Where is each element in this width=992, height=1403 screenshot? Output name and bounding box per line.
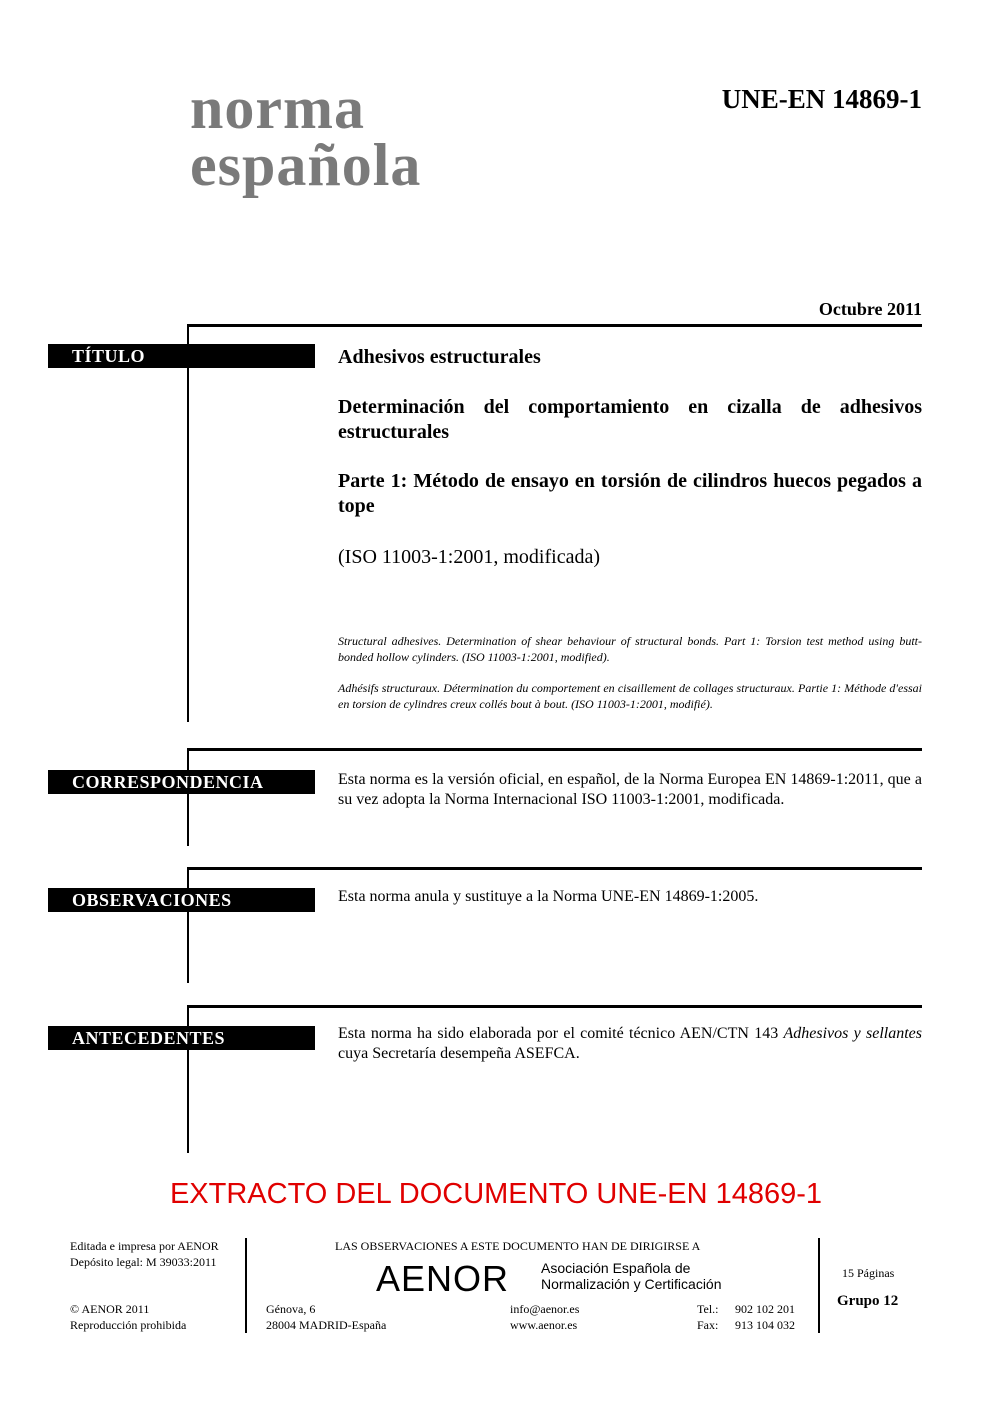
aenor-organization-name xyxy=(541,1260,722,1292)
footer-fax-label: Fax: xyxy=(697,1318,719,1332)
footer-copyright: © AENOR 2011 xyxy=(70,1302,150,1316)
title-french: Adhésifs structuraux. Détermination du comportement en cisaillement de collages structuraux. Partie 1: Méthode d'essai en torsion de cylindres creux collés bout à bout. (ISO 11003-1:2001, modifié). xyxy=(338,681,922,711)
brand-line-1: norma xyxy=(190,75,365,141)
footer-street: Génova, 6 xyxy=(266,1302,316,1316)
org-name-line-2: Normalización y Certificación xyxy=(541,1276,722,1292)
title-determination: Determinación del comportamiento en cizalla de adhesivos estructurales xyxy=(338,396,922,443)
title-english: Structural adhesives. Determination of shear behaviour of structural bonds. Part 1: Torsion test method using butt-bonded hollow cylinders. (ISO 11003-1:2001, modified). xyxy=(338,634,922,664)
footer-phone-labels xyxy=(697,1301,719,1333)
footer-copyright-block xyxy=(70,1301,186,1333)
section-rule-observaciones xyxy=(187,867,922,870)
committee-name: Adhesivos y sellantes xyxy=(783,1025,923,1042)
section-rule-correspondencia xyxy=(187,748,922,751)
footer-deposit: Depósito legal: M 39033:2011 xyxy=(70,1255,217,1269)
footer-contact-web xyxy=(510,1301,579,1333)
aenor-logo: AENOR xyxy=(376,1258,510,1299)
footer-divider-right xyxy=(818,1238,820,1333)
extract-notice: EXTRACTO DEL DOCUMENTO UNE-EN 14869-1 xyxy=(169,1178,823,1210)
brand-wordmark xyxy=(190,75,422,198)
footer-group: Grupo 12 xyxy=(837,1293,899,1309)
brand-line-2: española xyxy=(190,132,422,198)
footer-reproduction: Reproducción prohibida xyxy=(70,1318,187,1332)
footer-email: info@aenor.es xyxy=(510,1302,580,1316)
section-rule-titulo xyxy=(187,324,922,327)
antecedentes-text xyxy=(338,1024,922,1064)
antecedentes-text-end: cuya Secretaría desempeña ASEFCA. xyxy=(338,1045,580,1062)
section-bar-titulo xyxy=(187,324,189,722)
title-part: Parte 1: Método de ensayo en torsión de cilindros huecos pegados a tope xyxy=(338,470,922,517)
label-titulo: TÍTULO xyxy=(48,344,315,368)
publication-date: Octubre 2011 xyxy=(818,299,922,319)
title-main: Adhesivos estructurales xyxy=(338,346,541,368)
footer-city: 28004 MADRID-España xyxy=(266,1318,387,1332)
correspondencia-text: Esta norma es la versión oficial, en español, de la Norma Europea EN 14869-1:2011, que a su vez adopta la Norma Internacional ISO 11003-1:2001, modificada. xyxy=(338,771,922,808)
section-bar-observaciones xyxy=(187,867,189,983)
footer-tel: 902 102 201 xyxy=(735,1302,795,1316)
footer-publisher xyxy=(70,1238,219,1270)
footer-address xyxy=(266,1301,386,1333)
label-observaciones: OBSERVACIONES xyxy=(48,888,315,912)
observaciones-text: Esta norma anula y sustituye a la Norma UNE-EN 14869-1:2005. xyxy=(338,888,759,905)
label-correspondencia: CORRESPONDENCIA xyxy=(48,770,315,794)
org-name-line-1: Asociación Española de xyxy=(541,1260,691,1276)
footer-divider-left xyxy=(245,1238,247,1333)
footer-phone-numbers xyxy=(735,1301,795,1333)
section-rule-antecedentes xyxy=(187,1005,922,1008)
antecedentes-text-start: Esta norma ha sido elaborada por el comité técnico AEN/CTN 143 xyxy=(338,1025,784,1042)
footer-page-count: 15 Páginas xyxy=(842,1266,895,1280)
title-iso-reference: (ISO 11003-1:2001, modificada) xyxy=(338,546,600,568)
footer-edited: Editada e impresa por AENOR xyxy=(70,1239,219,1253)
standard-code: UNE-EN 14869-1 xyxy=(721,84,922,114)
footer-notice: LAS OBSERVACIONES A ESTE DOCUMENTO HAN DE DIRIGIRSE A xyxy=(335,1239,701,1253)
section-bar-correspondencia xyxy=(187,748,189,846)
footer-tel-label: Tel.: xyxy=(697,1302,719,1316)
footer-fax: 913 104 032 xyxy=(735,1318,795,1332)
label-antecedentes: ANTECEDENTES xyxy=(48,1026,315,1050)
footer-web: www.aenor.es xyxy=(510,1318,578,1332)
